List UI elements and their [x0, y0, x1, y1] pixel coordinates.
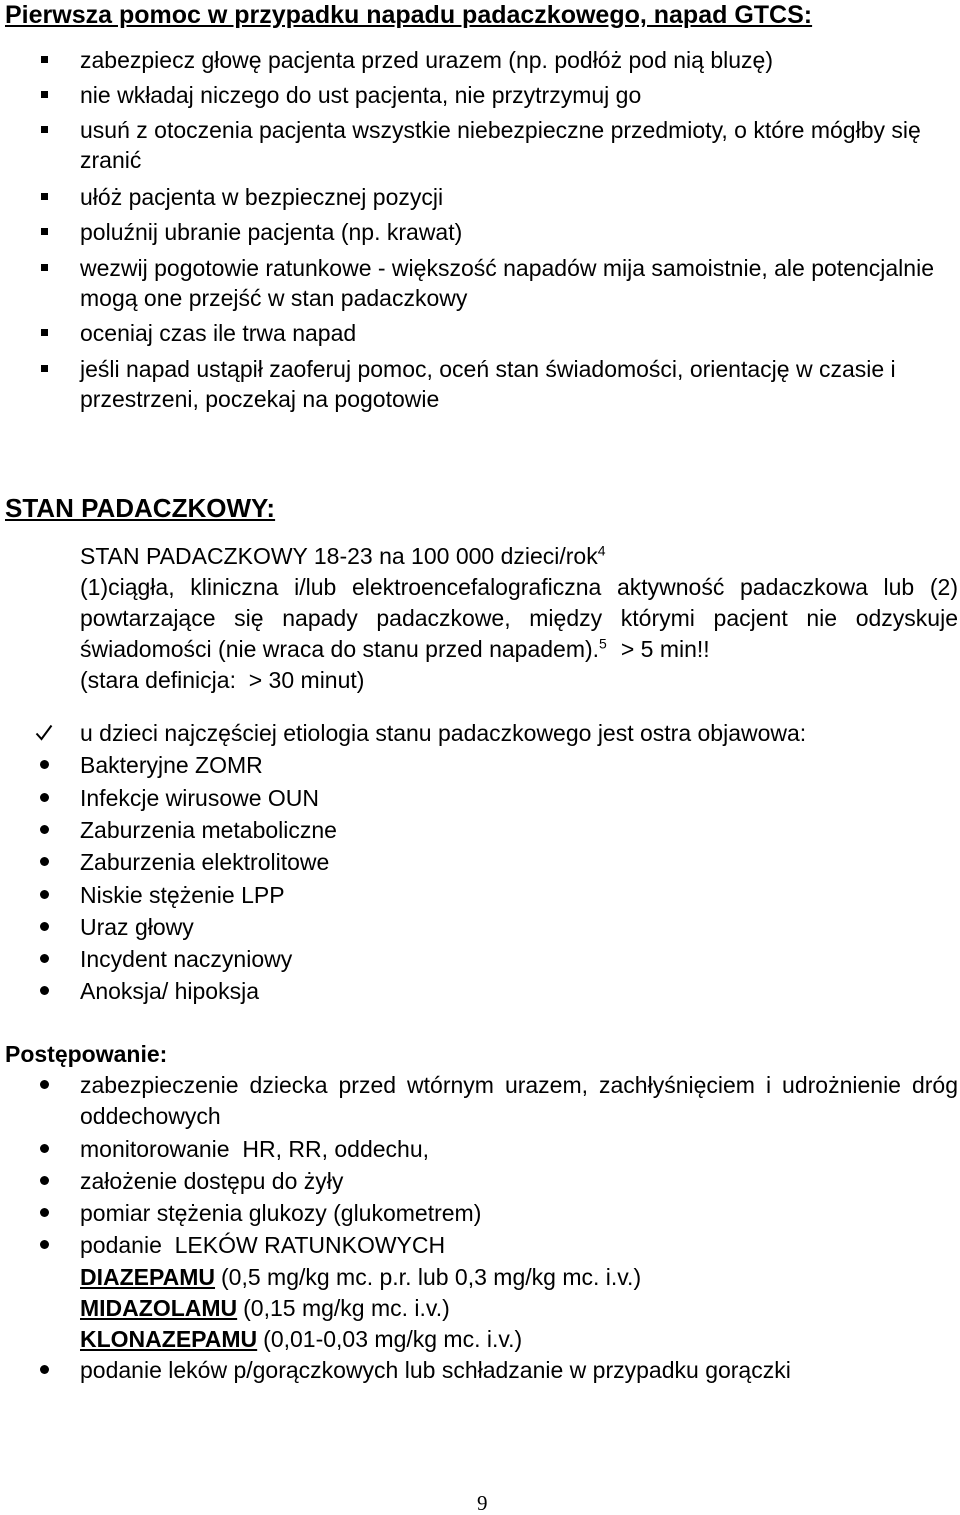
etiology-item [80, 976, 259, 1006]
etiology-item-text: Zaburzenia elektrolitowe [80, 849, 330, 875]
first-aid-item [80, 80, 641, 110]
drug-dose: (0,5 mg/kg mc. p.r. lub 0,3 mg/kg mc. i.v.) [221, 1264, 642, 1290]
round-bullet-icon [40, 1208, 49, 1217]
management-step [80, 1355, 791, 1385]
round-bullet-icon [40, 760, 49, 769]
definition-line: powtarzające się napady padaczkowe, między którymi pacjent nie odzyskuje [80, 605, 958, 631]
drug-dose-line [80, 1324, 522, 1354]
definition-line [80, 634, 958, 665]
drug-dose-line [80, 1262, 641, 1292]
etiology-item-text: Zaburzenia metaboliczne [80, 817, 337, 843]
step-text-line: podanie LEKÓW RATUNKOWYCH [80, 1232, 446, 1258]
section-heading-management: Postępowanie: [5, 1041, 168, 1067]
first-aid-item [80, 354, 896, 414]
drug-name: DIAZEPAMU [80, 1264, 216, 1290]
round-bullet-icon [40, 793, 49, 802]
definition-paragraph [80, 572, 958, 696]
round-bullet-icon [40, 954, 49, 963]
item-text-line: usuń z otoczenia pacjenta wszystkie niebezpieczne przedmioty, o które mógłby się [80, 117, 921, 143]
etiology-item [80, 815, 337, 845]
first-aid-item [80, 45, 773, 75]
incidence-text: STAN PADACZKOWY 18-23 na 100 000 dzieci/rok [80, 543, 598, 569]
etiology-item-text: Niskie stężenie LPP [80, 882, 285, 908]
step-text-line: podanie leków p/gorączkowych lub schładzanie w przypadku gorączki [80, 1357, 791, 1383]
square-bullet-icon [41, 365, 48, 372]
incidence-line [80, 541, 606, 571]
item-text-line: zabezpiecz głowę pacjenta przed urazem (np. podłóż pod nią bluzę) [80, 47, 773, 73]
square-bullet-icon [41, 56, 48, 63]
round-bullet-icon [40, 825, 49, 834]
drug-dose-line [80, 1293, 450, 1323]
item-text-line: zranić [80, 147, 142, 173]
etiology-item [80, 783, 319, 813]
step-text-line: pomiar stężenia glukozy (glukometrem) [80, 1200, 482, 1226]
step-text-line: zabezpieczenie dziecka przed wtórnym urazem, zachłyśnięciem i udrożnienie dróg [80, 1072, 958, 1098]
square-bullet-icon [41, 264, 48, 271]
page-number: 9 [477, 1491, 488, 1515]
etiology-item [80, 847, 329, 877]
first-aid-item [80, 217, 462, 247]
drug-dose: (0,01-0,03 mg/kg mc. i.v.) [263, 1326, 523, 1352]
round-bullet-icon [40, 1240, 49, 1249]
definition-line-text: świadomości (nie wraca do stanu przed napadem). [80, 636, 600, 662]
item-text-line: poluźnij ubranie pacjenta (np. krawat) [80, 219, 463, 245]
etiology-item-text: Bakteryjne ZOMR [80, 752, 263, 778]
square-bullet-icon [41, 193, 48, 200]
item-text-line: mogą one przejść w stan padaczkowy [80, 285, 468, 311]
round-bullet-icon [40, 1365, 49, 1374]
item-text-line: oceniaj czas ile trwa napad [80, 320, 357, 346]
square-bullet-icon [41, 329, 48, 336]
section-heading-status-epilepticus: STAN PADACZKOWY: [5, 493, 276, 523]
duration-threshold: > 5 min!! [620, 636, 710, 662]
management-step [80, 1198, 481, 1228]
round-bullet-icon [40, 890, 49, 899]
first-aid-item [80, 318, 356, 348]
old-definition-line: (stara definicja: > 30 minut) [80, 667, 365, 693]
round-bullet-icon [40, 1144, 49, 1153]
check-mark-icon [35, 724, 53, 741]
first-aid-item [80, 115, 921, 175]
reference-superscript: 4 [597, 542, 606, 559]
document-title: Pierwsza pomoc w przypadku napadu padaczkowego, napad GTCS: [5, 1, 813, 29]
item-text-line: wezwij pogotowie ratunkowe - większość napadów mija samoistnie, ale potencjalnie [80, 255, 934, 281]
square-bullet-icon [41, 228, 48, 235]
management-step [80, 1070, 958, 1132]
first-aid-item [80, 182, 443, 212]
etiology-intro-text: u dzieci najczęściej etiologia stanu padaczkowego jest ostra objawowa: [80, 720, 807, 746]
round-bullet-icon [40, 922, 49, 931]
square-bullet-icon [41, 91, 48, 98]
etiology-intro [80, 718, 806, 748]
etiology-item-text: Infekcje wirusowe OUN [80, 785, 320, 811]
etiology-item [80, 750, 263, 780]
management-step [80, 1134, 429, 1164]
step-text-line: założenie dostępu do żyły [80, 1168, 344, 1194]
etiology-item-text: Anoksja/ hipoksja [80, 978, 259, 1004]
item-text-line: ułóż pacjenta w bezpiecznej pozycji [80, 184, 444, 210]
management-step [80, 1230, 445, 1260]
drug-name: KLONAZEPAMU [80, 1326, 258, 1352]
square-bullet-icon [41, 126, 48, 133]
item-text-line: przestrzeni, poczekaj na pogotowie [80, 386, 440, 412]
etiology-item-text: Uraz głowy [80, 914, 194, 940]
step-text-line: monitorowanie HR, RR, oddechu, [80, 1136, 429, 1162]
first-aid-item [80, 253, 934, 313]
round-bullet-icon [40, 986, 49, 995]
item-text-line: nie wkładaj niczego do ust pacjenta, nie przytrzymuj go [80, 82, 642, 108]
round-bullet-icon [40, 1080, 49, 1089]
definition-line: (1)ciągła, kliniczna i/lub elektroencefalograficzna aktywność padaczkowa lub (2) [80, 574, 958, 600]
step-text-line: oddechowych [80, 1103, 221, 1129]
drug-name: MIDAZOLAMU [80, 1295, 238, 1321]
etiology-item-text: Incydent naczyniowy [80, 946, 293, 972]
etiology-item [80, 912, 194, 942]
drug-dose: (0,15 mg/kg mc. i.v.) [243, 1295, 450, 1321]
round-bullet-icon [40, 1176, 49, 1185]
etiology-item [80, 880, 285, 910]
reference-superscript: 5 [599, 635, 607, 652]
item-text-line: jeśli napad ustąpił zaoferuj pomoc, oceń stan świadomości, orientację w czasie i [80, 356, 896, 382]
management-step [80, 1166, 343, 1196]
etiology-item [80, 944, 292, 974]
round-bullet-icon [40, 857, 49, 866]
